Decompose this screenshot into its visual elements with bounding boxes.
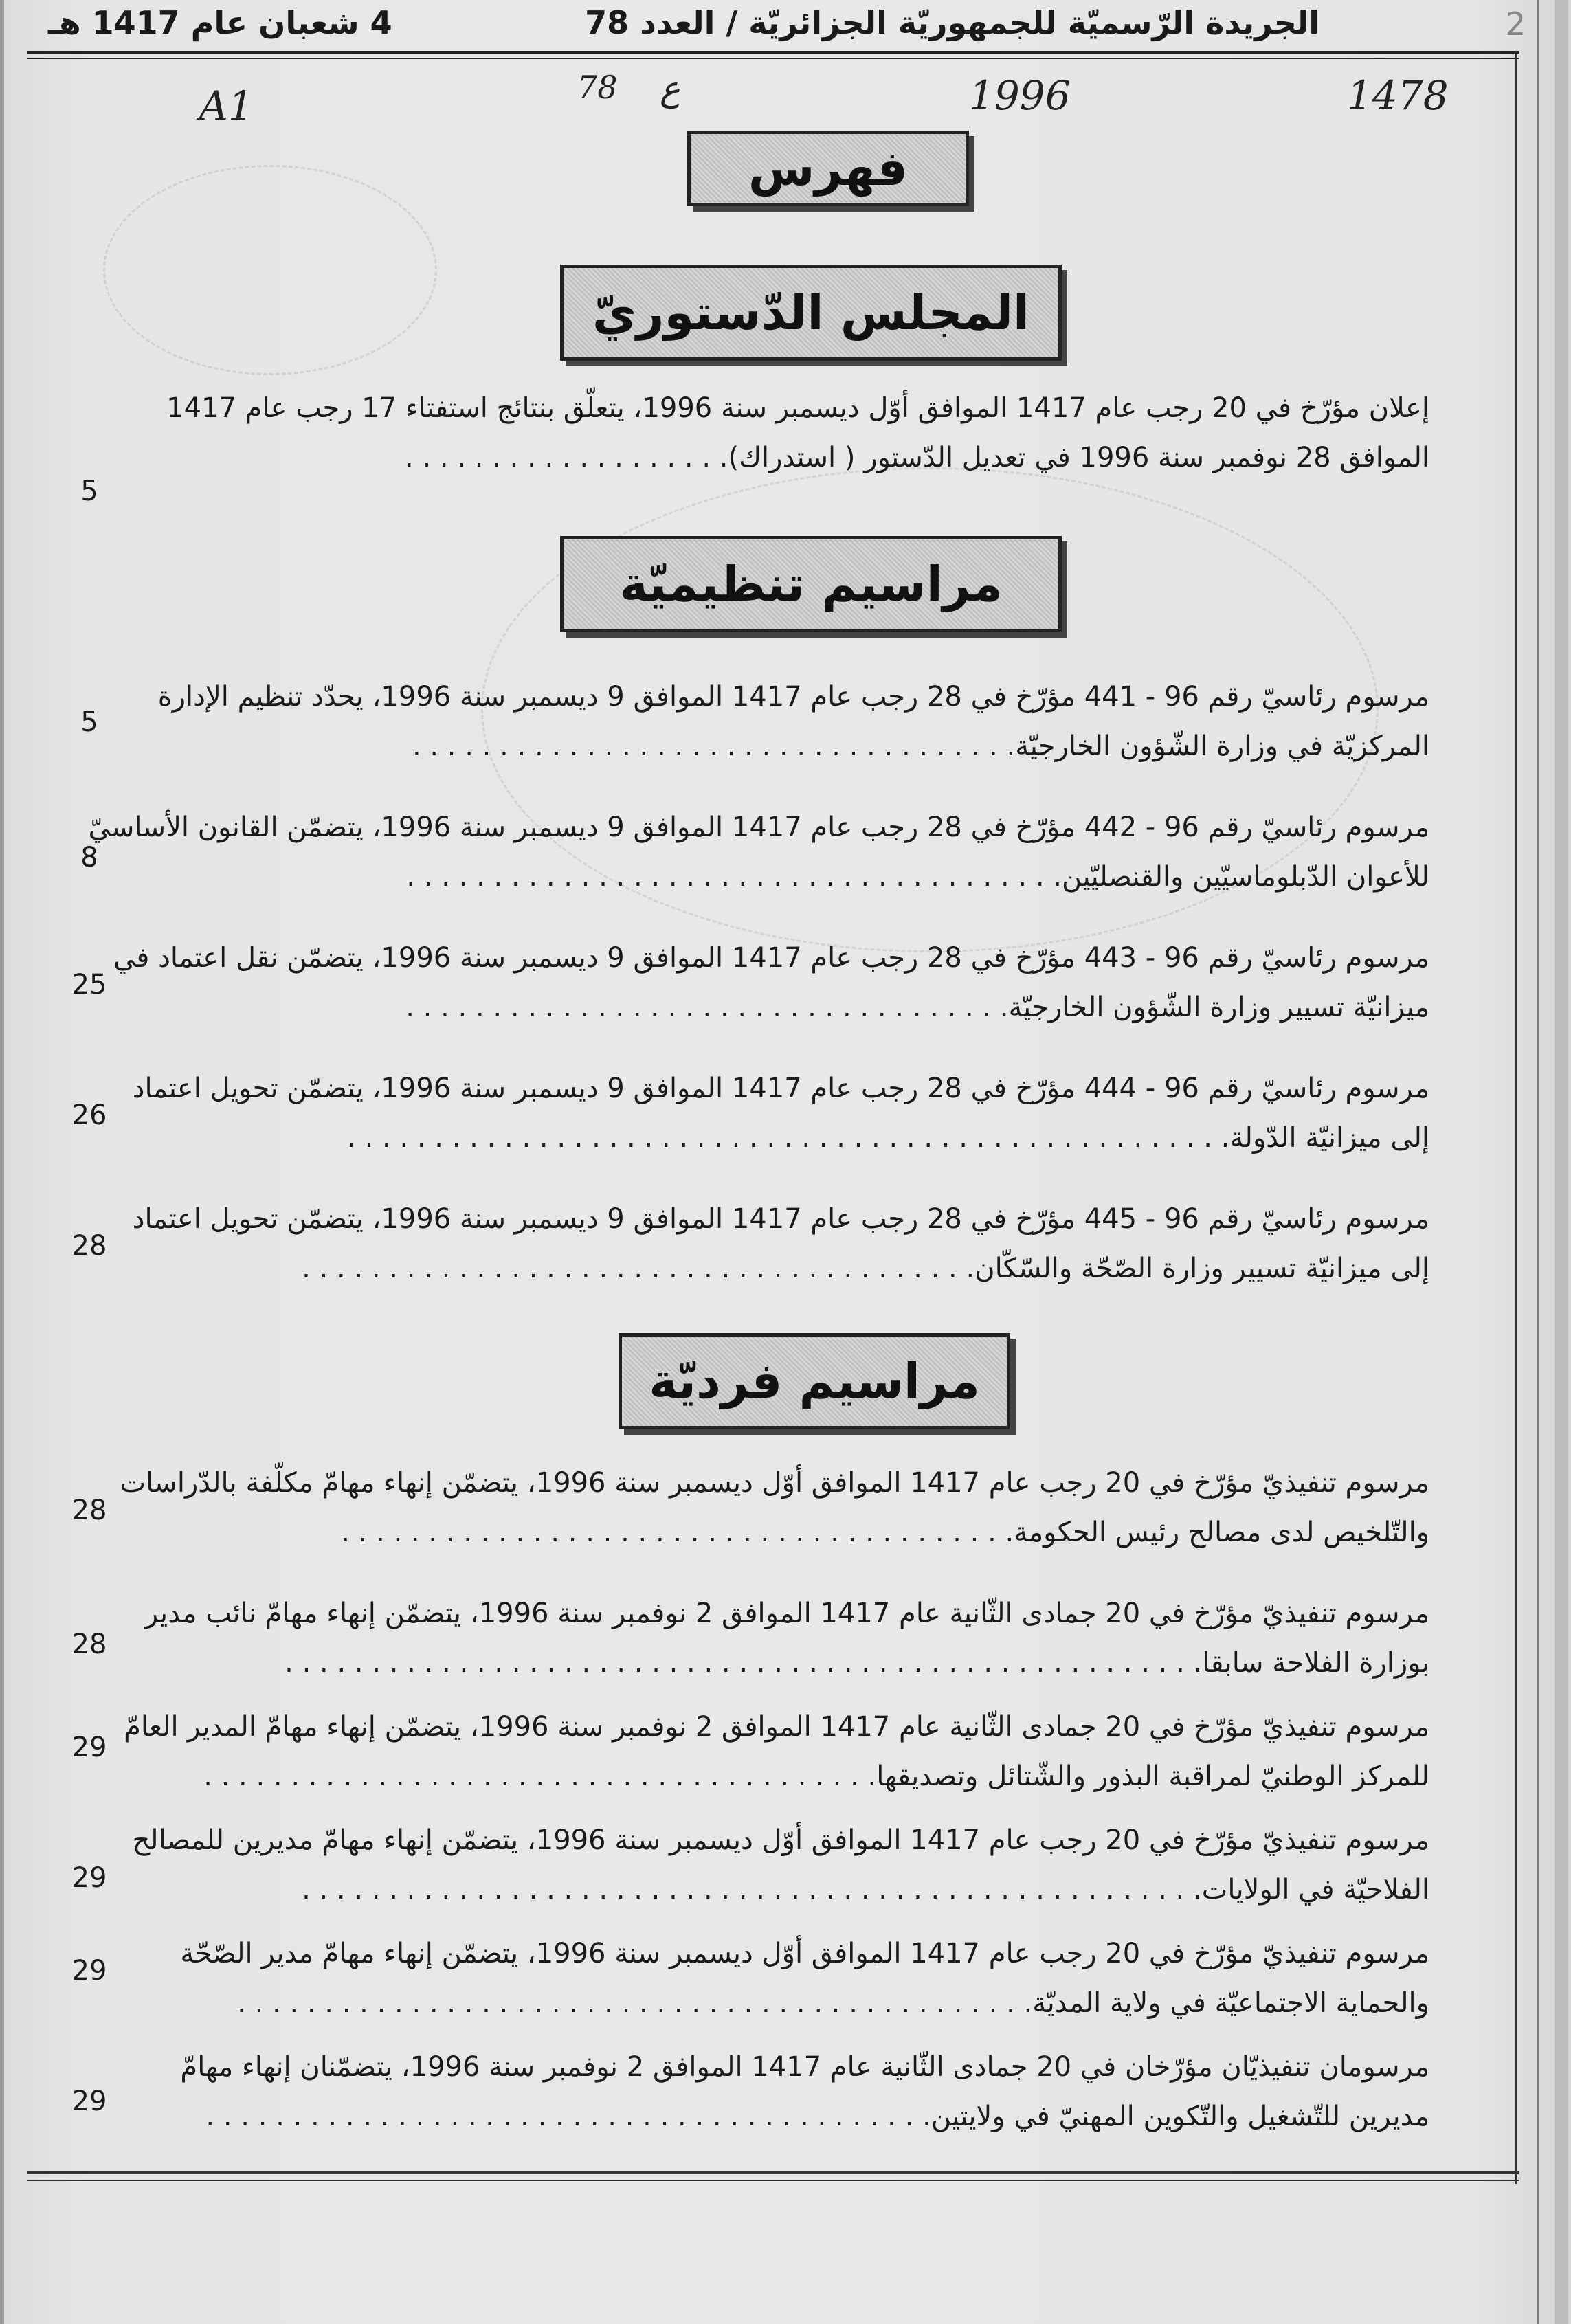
entry-line: مرسوم تنفيذيّ مؤرّخ في 20 رجب عام 1417 الموافق أوّل ديسمبر سنة 1996، يتضمّن إنهاء مهامّ مكلّفة بالدّراسات — [120, 1467, 1429, 1499]
toc-entry — [158, 672, 1429, 771]
handwritten-number: 1478 — [1347, 72, 1449, 119]
entry-page-number: 29 — [71, 1955, 107, 1987]
footer-rule-thin — [27, 2180, 1519, 2181]
entry-page-number: 5 — [80, 476, 98, 507]
entry-line: إلى ميزانيّة الدّولة. . . . . . . . . . . . . . . . . . . . . . . . . . . . . . . . . . . . . . . . . . . . . . . . . . . — [347, 1122, 1429, 1154]
entry-line: مرسومان تنفيذيّان مؤرّخان في 20 جمادى الثّانية عام 1417 الموافق 2 نوفمبر سنة 1996، يتضمّنان إنهاء مهامّ — [180, 2051, 1429, 2083]
entry-line: بوزارة الفلاحة سابقا. . . . . . . . . . . . . . . . . . . . . . . . . . . . . . . . . . . . . . . . . . . . . . . . . . . . . — [285, 1647, 1429, 1679]
toc-entry — [158, 1929, 1429, 2028]
entry-line: مرسوم رئاسيّ رقم 96 - 441 مؤرّخ في 28 رجب عام 1417 الموافق 9 ديسمبر سنة 1996، يحدّد تنظيم الإدارة — [157, 681, 1429, 713]
entry-line: للمركز الوطنيّ لمراقبة البذور والشّتائل وتصديقها. . . . . . . . . . . . . . . . . . . . . . . . . . . . . . . . . . . . . . . — [203, 1761, 1429, 1792]
handwritten-letter: ع — [660, 69, 680, 109]
toc-entry — [88, 803, 1429, 902]
header-rule-thin — [27, 58, 1519, 59]
entry-page-number: 26 — [71, 1099, 107, 1131]
page-header — [27, 0, 1526, 55]
entry-page-number: 28 — [71, 1629, 107, 1660]
entry-line: إعلان مؤرّخ في 20 رجب عام 1417 الموافق أوّل ديسمبر سنة 1996، يتعلّق بنتائج استفتاء 17 رجب عام 1417 — [166, 392, 1429, 424]
entry-line: ميزانيّة تسيير وزارة الشّؤون الخارجيّة. . . . . . . . . . . . . . . . . . . . . . . . . . . . . . . . . . . — [405, 992, 1429, 1023]
left-edge — [0, 0, 4, 2324]
entry-line: الموافق 28 نوفمبر سنة 1996 في تعديل الدّستور ( استدراك). . . . . . . . . . . . . . . . . . . — [405, 442, 1429, 473]
entry-line: مرسوم رئاسيّ رقم 96 - 442 مؤرّخ في 28 رجب عام 1417 الموافق 9 ديسمبر سنة 1996، يتضمّن القانون الأساسيّ — [88, 812, 1429, 843]
entry-page-number: 29 — [71, 2086, 107, 2117]
entry-page-number: 28 — [71, 1495, 107, 1526]
handwritten-ref: A1 — [199, 82, 254, 129]
toc-entry — [158, 383, 1429, 482]
entry-line: مديرين للتّشغيل والتّكوين المهنيّ في ولايتين. . . . . . . . . . . . . . . . . . . . . . . . . . . . . . . . . . . . . . . . . . — [205, 2101, 1429, 2132]
entry-line: مرسوم رئاسيّ رقم 96 - 445 مؤرّخ في 28 رجب عام 1417 الموافق 9 ديسمبر سنة 1996، يتضمّن تحويل اعتماد — [132, 1203, 1429, 1235]
entry-page-number: 29 — [71, 1732, 107, 1763]
right-border-line — [1515, 54, 1517, 2184]
entry-line: والتّلخيص لدى مصالح رئيس الحكومة. . . . . . . . . . . . . . . . . . . . . . . . . . . . . . . . . . . . . . . — [341, 1517, 1429, 1548]
stamp-ghost — [103, 165, 437, 375]
entry-line: إلى ميزانيّة تسيير وزارة الصّحّة والسّكّان. . . . . . . . . . . . . . . . . . . . . . . . . . . . . . . . . . . . . . . — [302, 1253, 1429, 1284]
toc-entry — [120, 1458, 1429, 1557]
page-number: 2 — [1505, 5, 1526, 43]
right-edge-line — [1537, 0, 1539, 2324]
right-edge — [1555, 0, 1568, 2324]
entry-page-number: 5 — [80, 706, 98, 738]
entry-line: والحماية الاجتماعيّة في ولاية المديّة. . . . . . . . . . . . . . . . . . . . . . . . . . . . . . . . . . . . . . . . . . . . . . — [237, 1987, 1429, 2019]
header-date: 4 شعبان عام 1417 هـ — [48, 4, 392, 41]
toc-entry — [144, 1589, 1429, 1688]
footer-rule — [27, 2171, 1519, 2174]
entry-line: مرسوم تنفيذيّ مؤرّخ في 20 جمادى الثّانية عام 1417 الموافق 2 نوفمبر سنة 1996، يتضمّن إنهاء مهامّ المدير العامّ — [124, 1711, 1429, 1743]
entry-page-number: 25 — [71, 969, 107, 1001]
toc-entry — [132, 1064, 1429, 1163]
entry-line: الفلاحيّة في الولايات. . . . . . . . . . . . . . . . . . . . . . . . . . . . . . . . . . . . . . . . . . . . . . . . . . . . — [302, 1874, 1429, 1906]
toc-entry — [132, 1815, 1429, 1914]
entry-line: مرسوم رئاسيّ رقم 96 - 444 مؤرّخ في 28 رجب عام 1417 الموافق 9 ديسمبر سنة 1996، يتضمّن تحويل اعتماد — [132, 1073, 1429, 1104]
journal-title: الجريدة الرّسميّة للجمهوريّة الجزائريّة / العدد 78 — [585, 4, 1319, 41]
toc-title: فهرس — [687, 131, 969, 206]
entry-line: مرسوم تنفيذيّ مؤرّخ في 20 جمادى الثّانية عام 1417 الموافق 2 نوفمبر سنة 1996، يتضمّن إنهاء مهامّ نائب مدير — [144, 1598, 1429, 1629]
handwritten-year: 1996 — [969, 72, 1071, 119]
entry-line: للأعوان الدّبلوماسيّين والقنصليّين. . . . . . . . . . . . . . . . . . . . . . . . . . . . . . . . . . . . . . — [406, 861, 1429, 893]
section-title-constitutional-council: المجلس الدّستوريّ — [560, 265, 1062, 361]
entry-line: مرسوم تنفيذيّ مؤرّخ في 20 رجب عام 1417 الموافق أوّل ديسمبر سنة 1996، يتضمّن إنهاء مهامّ مديرين للمصالح — [132, 1824, 1429, 1856]
entry-line: المركزيّة في وزارة الشّؤون الخارجيّة. . . . . . . . . . . . . . . . . . . . . . . . . . . . . . . . . . . — [412, 730, 1429, 762]
toc-entry — [132, 1194, 1429, 1293]
entry-page-number: 28 — [71, 1230, 107, 1262]
section-title-individual-decrees: مراسيم فرديّة — [619, 1333, 1010, 1429]
entry-line: مرسوم تنفيذيّ مؤرّخ في 20 رجب عام 1417 الموافق أوّل ديسمبر سنة 1996، يتضمّن إنهاء مهامّ مدير الصّحّة — [180, 1938, 1429, 1969]
section-title-regulatory-decrees: مراسيم تنظيميّة — [560, 536, 1062, 632]
entry-page-number: 29 — [71, 1862, 107, 1894]
toc-entry — [113, 933, 1429, 1032]
toc-entry — [124, 1702, 1429, 1801]
header-rule — [27, 51, 1519, 54]
handwritten-issue: 78 — [577, 69, 618, 106]
toc-entry — [158, 2042, 1429, 2141]
entry-page-number: 8 — [80, 842, 98, 873]
entry-line: مرسوم رئاسيّ رقم 96 - 443 مؤرّخ في 28 رجب عام 1417 الموافق 9 ديسمبر سنة 1996، يتضمّن نقل اعتماد في — [113, 942, 1429, 974]
